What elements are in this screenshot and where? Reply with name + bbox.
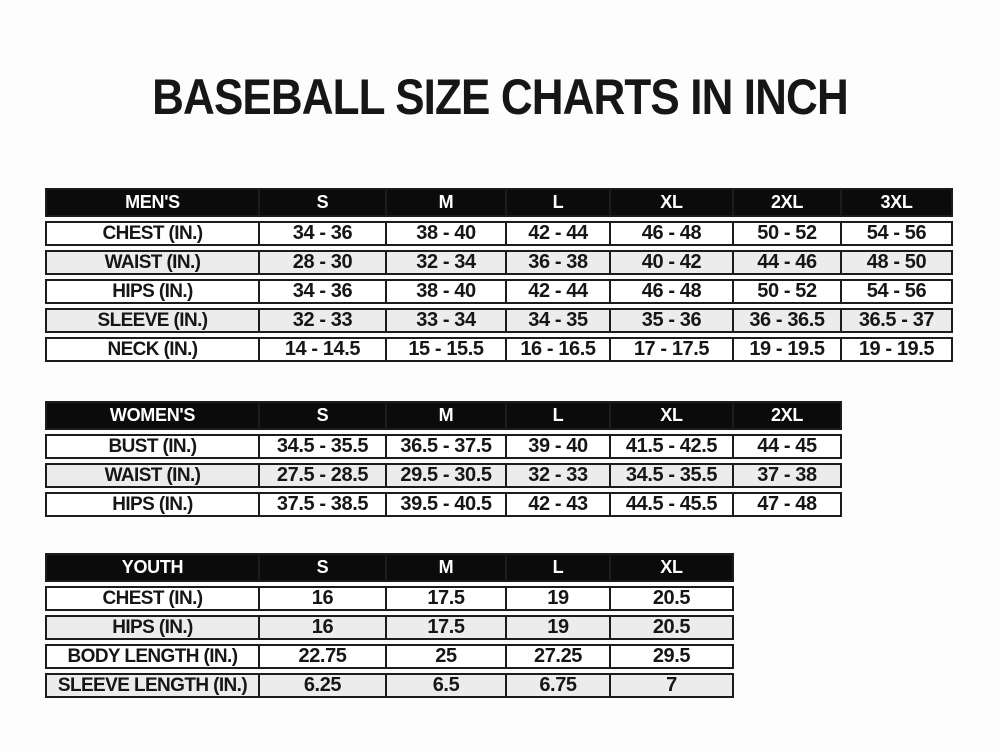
size-column-header: L bbox=[507, 188, 611, 217]
size-value-cell: 16 - 16.5 bbox=[507, 337, 611, 362]
size-value-cell: 41.5 - 42.5 bbox=[611, 434, 734, 459]
size-column-header: XL bbox=[611, 553, 734, 582]
size-value-cell: 47 - 48 bbox=[734, 492, 842, 517]
table-row bbox=[45, 221, 953, 246]
row-label: WAIST (IN.) bbox=[45, 250, 260, 275]
row-label: HIPS (IN.) bbox=[45, 279, 260, 304]
size-column-header: L bbox=[507, 553, 611, 582]
size-value-cell: 37.5 - 38.5 bbox=[260, 492, 387, 517]
size-value-cell: 28 - 30 bbox=[260, 250, 387, 275]
mens-header-row bbox=[45, 188, 953, 217]
size-value-cell: 7 bbox=[611, 673, 734, 698]
size-value-cell: 37 - 38 bbox=[734, 463, 842, 488]
size-column-header: S bbox=[260, 188, 387, 217]
size-value-cell: 44 - 46 bbox=[734, 250, 842, 275]
size-value-cell: 25 bbox=[387, 644, 507, 669]
size-value-cell: 16 bbox=[260, 615, 387, 640]
size-column-header: L bbox=[507, 401, 611, 430]
table-row bbox=[45, 615, 734, 640]
size-value-cell: 32 - 33 bbox=[260, 308, 387, 333]
size-value-cell: 32 - 34 bbox=[387, 250, 507, 275]
size-column-header: 3XL bbox=[842, 188, 953, 217]
table-row bbox=[45, 492, 842, 517]
row-label: CHEST (IN.) bbox=[45, 586, 260, 611]
size-value-cell: 32 - 33 bbox=[507, 463, 611, 488]
size-value-cell: 34 - 35 bbox=[507, 308, 611, 333]
size-value-cell: 19 - 19.5 bbox=[734, 337, 842, 362]
size-value-cell: 36 - 38 bbox=[507, 250, 611, 275]
size-value-cell: 36.5 - 37 bbox=[842, 308, 953, 333]
size-column-header: S bbox=[260, 553, 387, 582]
size-value-cell: 19 bbox=[507, 586, 611, 611]
size-value-cell: 34.5 - 35.5 bbox=[611, 463, 734, 488]
womens-header-row bbox=[45, 401, 842, 430]
size-value-cell: 20.5 bbox=[611, 615, 734, 640]
size-value-cell: 34 - 36 bbox=[260, 279, 387, 304]
size-value-cell: 39 - 40 bbox=[507, 434, 611, 459]
table-row bbox=[45, 434, 842, 459]
youth-size-table bbox=[45, 549, 734, 702]
size-value-cell: 34 - 36 bbox=[260, 221, 387, 246]
womens-table-title-cell: WOMEN'S bbox=[45, 401, 260, 430]
size-column-header: M bbox=[387, 188, 507, 217]
size-value-cell: 35 - 36 bbox=[611, 308, 734, 333]
size-value-cell: 46 - 48 bbox=[611, 221, 734, 246]
size-value-cell: 15 - 15.5 bbox=[387, 337, 507, 362]
table-row bbox=[45, 586, 734, 611]
table-row bbox=[45, 673, 734, 698]
size-value-cell: 40 - 42 bbox=[611, 250, 734, 275]
size-value-cell: 54 - 56 bbox=[842, 221, 953, 246]
size-value-cell: 27.5 - 28.5 bbox=[260, 463, 387, 488]
size-value-cell: 46 - 48 bbox=[611, 279, 734, 304]
table-row bbox=[45, 279, 953, 304]
page-title: BASEBALL SIZE CHARTS IN INCH bbox=[152, 69, 848, 125]
size-value-cell: 6.25 bbox=[260, 673, 387, 698]
row-label: HIPS (IN.) bbox=[45, 492, 260, 517]
row-label: WAIST (IN.) bbox=[45, 463, 260, 488]
size-value-cell: 38 - 40 bbox=[387, 279, 507, 304]
size-column-header: XL bbox=[611, 188, 734, 217]
table-row bbox=[45, 644, 734, 669]
row-label: CHEST (IN.) bbox=[45, 221, 260, 246]
size-value-cell: 22.75 bbox=[260, 644, 387, 669]
youth-table-title-cell: YOUTH bbox=[45, 553, 260, 582]
mens-size-table bbox=[45, 184, 953, 366]
size-value-cell: 14 - 14.5 bbox=[260, 337, 387, 362]
size-column-header: M bbox=[387, 401, 507, 430]
size-value-cell: 42 - 44 bbox=[507, 221, 611, 246]
size-value-cell: 33 - 34 bbox=[387, 308, 507, 333]
size-value-cell: 36 - 36.5 bbox=[734, 308, 842, 333]
size-value-cell: 34.5 - 35.5 bbox=[260, 434, 387, 459]
size-column-header: 2XL bbox=[734, 401, 842, 430]
table-row bbox=[45, 337, 953, 362]
size-value-cell: 54 - 56 bbox=[842, 279, 953, 304]
size-column-header: M bbox=[387, 553, 507, 582]
row-label: BUST (IN.) bbox=[45, 434, 260, 459]
row-label: HIPS (IN.) bbox=[45, 615, 260, 640]
table-row bbox=[45, 308, 953, 333]
size-value-cell: 44.5 - 45.5 bbox=[611, 492, 734, 517]
mens-table-title-cell: MEN'S bbox=[45, 188, 260, 217]
size-value-cell: 36.5 - 37.5 bbox=[387, 434, 507, 459]
size-value-cell: 27.25 bbox=[507, 644, 611, 669]
youth-header-row bbox=[45, 553, 734, 582]
size-value-cell: 19 bbox=[507, 615, 611, 640]
size-column-header: XL bbox=[611, 401, 734, 430]
size-value-cell: 19 - 19.5 bbox=[842, 337, 953, 362]
size-column-header: S bbox=[260, 401, 387, 430]
size-value-cell: 39.5 - 40.5 bbox=[387, 492, 507, 517]
size-value-cell: 17.5 bbox=[387, 586, 507, 611]
size-value-cell: 17 - 17.5 bbox=[611, 337, 734, 362]
size-value-cell: 42 - 43 bbox=[507, 492, 611, 517]
size-value-cell: 29.5 - 30.5 bbox=[387, 463, 507, 488]
size-value-cell: 48 - 50 bbox=[842, 250, 953, 275]
row-label: SLEEVE (IN.) bbox=[45, 308, 260, 333]
size-value-cell: 42 - 44 bbox=[507, 279, 611, 304]
size-value-cell: 44 - 45 bbox=[734, 434, 842, 459]
row-label: SLEEVE LENGTH (IN.) bbox=[45, 673, 260, 698]
table-row bbox=[45, 250, 953, 275]
row-label: BODY LENGTH (IN.) bbox=[45, 644, 260, 669]
size-value-cell: 17.5 bbox=[387, 615, 507, 640]
size-value-cell: 6.75 bbox=[507, 673, 611, 698]
size-column-header: 2XL bbox=[734, 188, 842, 217]
size-value-cell: 38 - 40 bbox=[387, 221, 507, 246]
size-value-cell: 16 bbox=[260, 586, 387, 611]
size-value-cell: 50 - 52 bbox=[734, 279, 842, 304]
table-row bbox=[45, 463, 842, 488]
size-value-cell: 20.5 bbox=[611, 586, 734, 611]
size-value-cell: 6.5 bbox=[387, 673, 507, 698]
size-value-cell: 29.5 bbox=[611, 644, 734, 669]
size-value-cell: 50 - 52 bbox=[734, 221, 842, 246]
womens-size-table bbox=[45, 397, 842, 521]
row-label: NECK (IN.) bbox=[45, 337, 260, 362]
